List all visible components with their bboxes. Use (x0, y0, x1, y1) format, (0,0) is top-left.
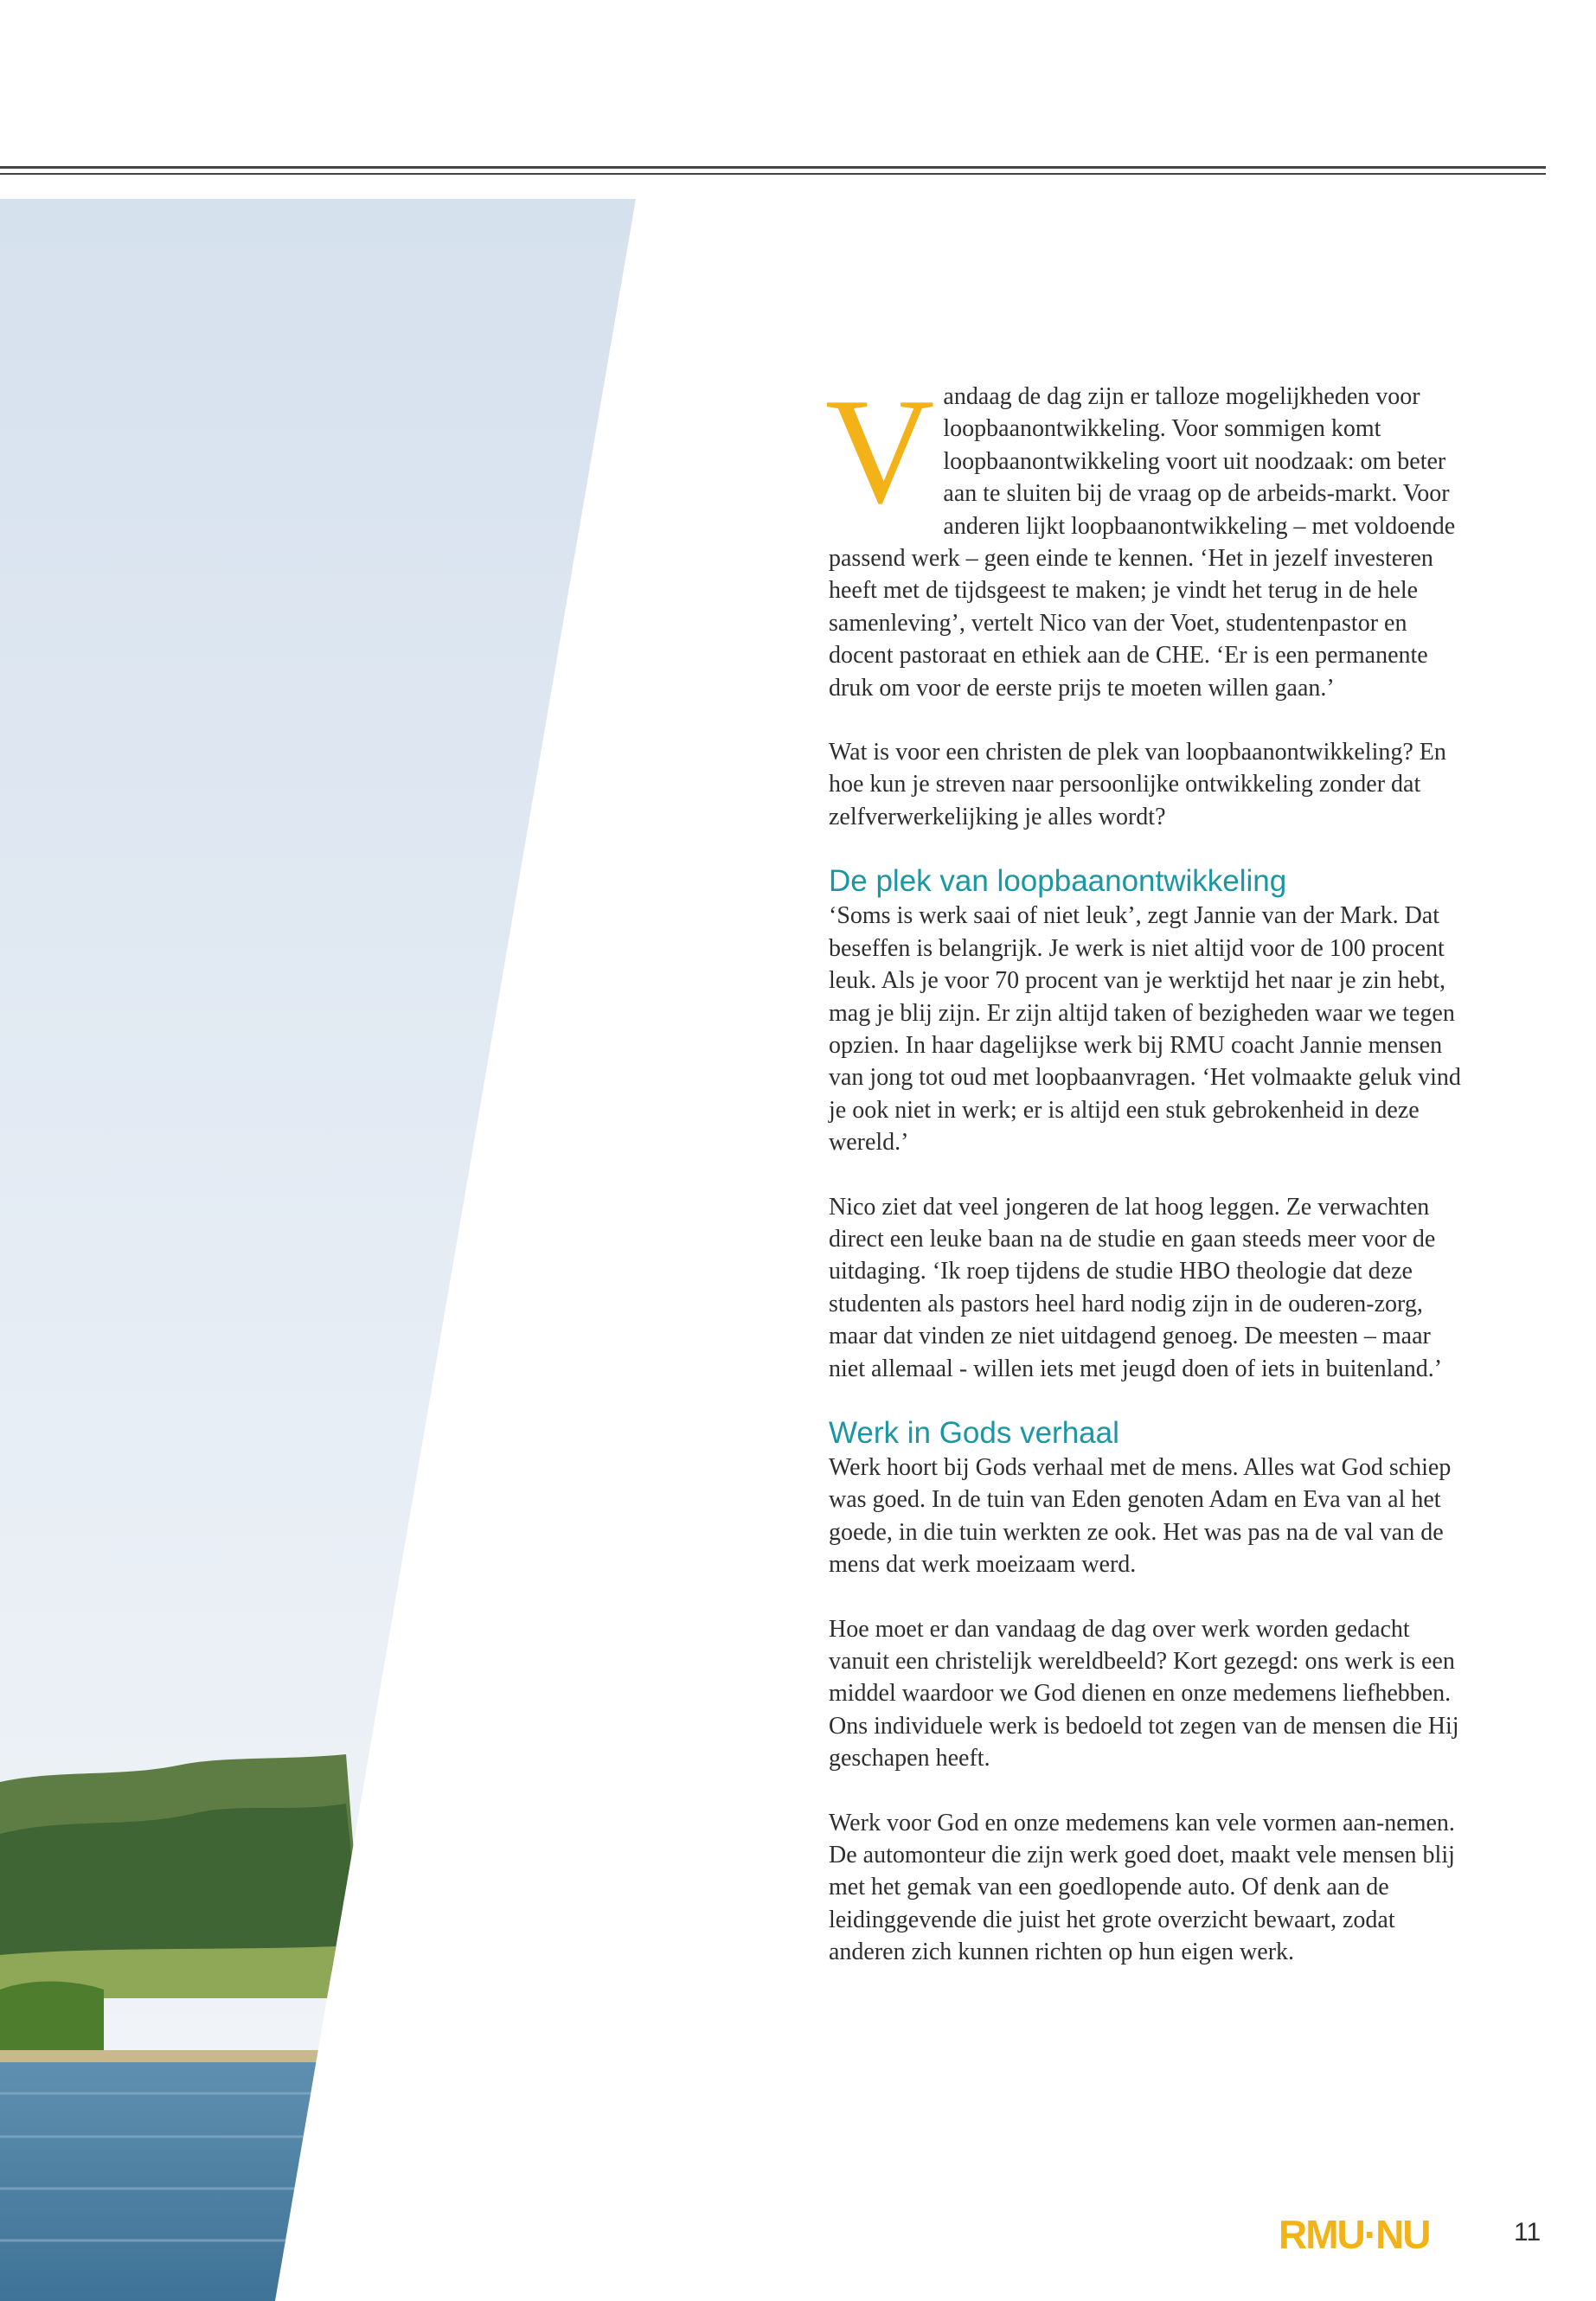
section2-paragraph-2: Hoe moet er dan vandaag de dag over werk worden gedacht vanuit een christelijk wereldbeeld? Kort gezegd: ons werk is een middel waardoor we God dienen en onze medemens liefhebben. Ons individuele werk is bedoeld tot zegen van de mensen die Hij geschapen heeft. (829, 1615, 1459, 1772)
rmu-nu-logo: RMU·NU (1279, 2212, 1430, 2257)
drop-cap: V (825, 367, 935, 535)
section2-paragraph-1: Werk hoort bij Gods verhaal met de mens. Alles wat God schiep was goed. In de tuin van Eden genoten Adam en Eva van al het goede, in die tuin werkten ze ook. Het was pas na de val van de mens dat werk moeizaam werd. (829, 1453, 1452, 1579)
intro-paragraph-2: Wat is voor een christen de plek van loopbaanontwikkeling? En hoe kun je streven naar persoonlijke ontwikkeling zonder dat zelfverwerkelijking je alles wordt? (829, 739, 1446, 830)
page-number: 11 (1514, 2218, 1542, 2247)
intro-text: andaag de dag zijn er talloze mogelijkheden voor loopbaanontwikkeling. Voor sommigen komt loopbaanontwikkeling voort uit noodzaak: om beter aan te sluiten bij de vraag op de arbeids-markt. Voor anderen lijkt loopbaanontwikkeling – met voldoende passend werk – geen einde te kennen. ‘Het in jezelf investeren heeft met de tijdsgeest te maken; je vindt het terug in de hele samenleving’, vertelt Nico van der Voet, studentenpastor en docent pastoraat en ethiek aan de CHE. ‘Er is een permanente druk om voor de eerste prijs te moeten willen gaan.’ (829, 383, 1456, 702)
section-heading-loopbaan: De plek van loopbaanontwikkeling (829, 864, 1287, 899)
section2-paragraph-3: Werk voor God en onze medemens kan vele vormen aan-nemen. De automonteur die zijn werk goed doet, maakt vele mensen blij met het gemak van een goedlopende auto. Of denk aan de leidinggevende die juist het grote overzicht bewaart, zodat anderen zich kunnen richten op hun eigen werk. (829, 1809, 1455, 1966)
intro-paragraph (825, 367, 1469, 704)
section-heading-gods-verhaal: Werk in Gods verhaal (829, 1415, 1119, 1450)
landscape-photo (0, 0, 640, 2301)
section1-paragraph-1: ‘Soms is werk saai of niet leuk’, zegt Jannie van der Mark. Dat beseffen is belangrijk. Je werk is niet altijd voor de 100 procent leuk. Als je voor 70 procent van je werktijd het naar je zin hebt, mag je blij zijn. Er zijn altijd taken of bezigheden waar we tegen opzien. In haar dagelijkse werk bij RMU coacht Jannie mensen van jong tot oud met loopbaanvragen. ‘Het volmaakte geluk vind je ook niet in werk; er is altijd een stuk gebrokenheid in deze wereld.’ (829, 902, 1461, 1157)
section1-paragraph-2: Nico ziet dat veel jongeren de lat hoog leggen. Ze verwachten direct een leuke baan na de studie en gaan steeds meer voor de uitdaging. ‘Ik roep tijdens de studie HBO theologie dat deze studenten als pastors heel hard nodig zijn in de ouderen-zorg, maar dat vinden ze niet uitdagend genoeg. De meesten – maar niet allemaal - willen iets met jeugd doen of iets in buitenland.’ (829, 1193, 1443, 1382)
article-body (825, 367, 1469, 2001)
